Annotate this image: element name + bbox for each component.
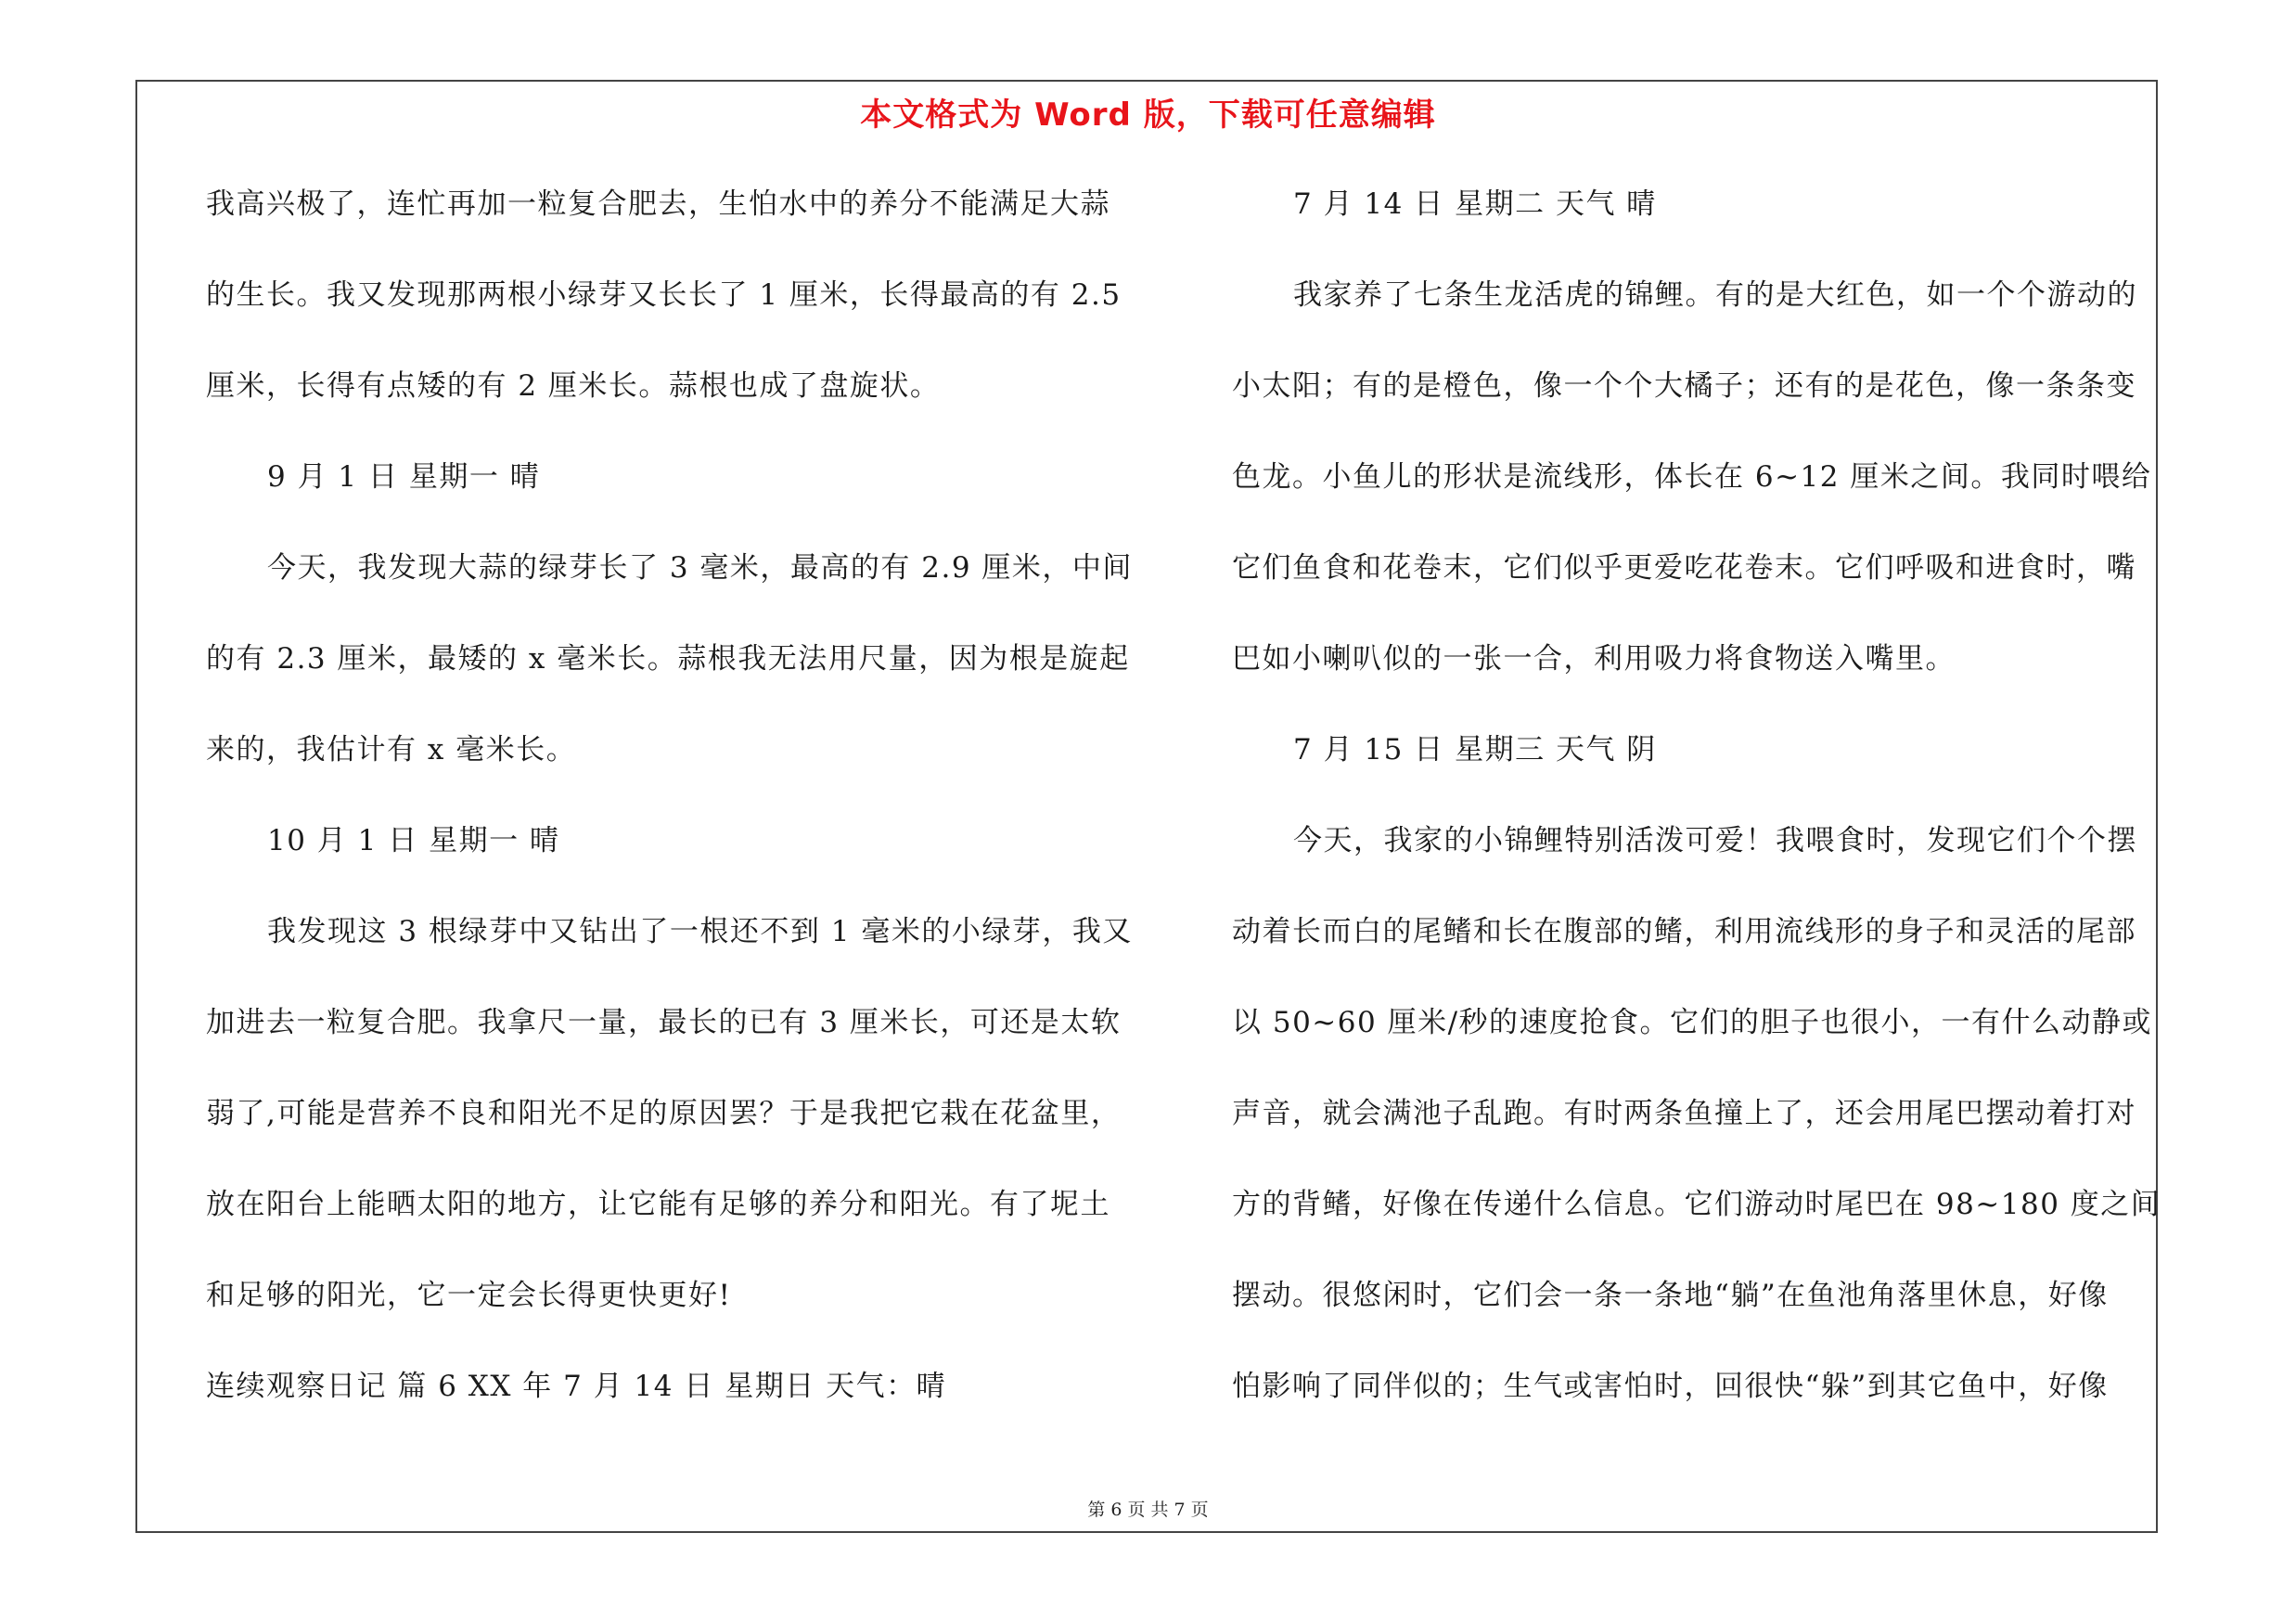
text-line: 它们鱼食和花卷末，它们似乎更爱吃花卷末。它们呼吸和进食时，嘴	[1232, 551, 2136, 585]
diary-date-heading: 7 月 14 日 星期二 天气 晴	[1293, 187, 1657, 221]
format-notice: 本文格式为 Word 版，下载可任意编辑	[860, 97, 1436, 134]
text-line: 我家养了七条生龙活虎的锦鲤。有的是大红色，如一个个游动的	[1293, 278, 2137, 312]
diary-date-heading: 10 月 1 日 星期一 晴	[267, 824, 560, 857]
text-line: 动着长而白的尾鳍和长在腹部的鳍，利用流线形的身子和灵活的尾部	[1232, 915, 2136, 948]
text-line: 的生长。我又发现那两根小绿芽又长长了 1 厘米，长得最高的有 2.5	[206, 278, 1122, 312]
text-line: 今天，我发现大蒜的绿芽长了 3 毫米，最高的有 2.9 厘米，中间	[267, 551, 1133, 585]
text-line: 小太阳；有的是橙色，像一个个大橘子；还有的是花色，像一条条变	[1232, 369, 2136, 403]
text-line: 巴如小喇叭似的一张一合，利用吸力将食物送入嘴里。	[1232, 642, 1956, 676]
diary-date-heading: 9 月 1 日 星期一 晴	[267, 460, 541, 494]
text-line: 厘米，长得有点矮的有 2 厘米长。蒜根也成了盘旋状。	[206, 369, 941, 403]
text-line: 声音，就会满池子乱跑。有时两条鱼撞上了，还会用尾巴摆动着打对	[1232, 1097, 2136, 1130]
text-line: 摆动。很悠闲时，它们会一条一条地“躺”在鱼池角落里休息，好像	[1232, 1279, 2109, 1312]
diary-date-heading: 7 月 15 日 星期三 天气 阴	[1293, 733, 1657, 766]
text-line: 色龙。小鱼儿的形状是流线形，体长在 6~12 厘米之间。我同时喂给	[1232, 460, 2152, 494]
text-line: 的有 2.3 厘米，最矮的 x 毫米长。蒜根我无法用尺量，因为根是旋起	[206, 642, 1130, 676]
text-line: 来的，我估计有 x 毫米长。	[206, 733, 577, 766]
section-heading: 连续观察日记 篇 6 XX 年 7 月 14 日 星期日 天气：晴	[206, 1370, 947, 1403]
page-number: 第 6 页 共 7 页	[1087, 1500, 1209, 1520]
text-line: 和足够的阳光，它一定会长得更快更好!	[206, 1279, 732, 1312]
text-line: 以 50~60 厘米/秒的速度抢食。它们的胆子也很小，一有什么动静或	[1232, 1006, 2153, 1039]
text-line: 放在阳台上能晒太阳的地方，让它能有足够的养分和阳光。有了坭土	[206, 1188, 1110, 1221]
text-line: 方的背鳍，好像在传递什么信息。它们游动时尾巴在 98~180 度之间	[1232, 1188, 2161, 1221]
text-line: 怕影响了同伴似的；生气或害怕时，回很快“躲”到其它鱼中，好像	[1232, 1370, 2109, 1403]
text-line: 今天，我家的小锦鲤特别活泼可爱！我喂食时，发现它们个个摆	[1293, 824, 2137, 857]
text-line: 加进去一粒复合肥。我拿尺一量，最长的已有 3 厘米长，可还是太软	[206, 1006, 1122, 1039]
text-line: 弱了,可能是营养不良和阳光不足的原因罢？于是我把它栽在花盆里，	[206, 1097, 1122, 1130]
text-line: 我高兴极了，连忙再加一粒复合肥去，生怕水中的养分不能满足大蒜	[206, 187, 1110, 221]
text-line: 我发现这 3 根绿芽中又钻出了一根还不到 1 毫米的小绿芽，我又	[267, 915, 1133, 948]
